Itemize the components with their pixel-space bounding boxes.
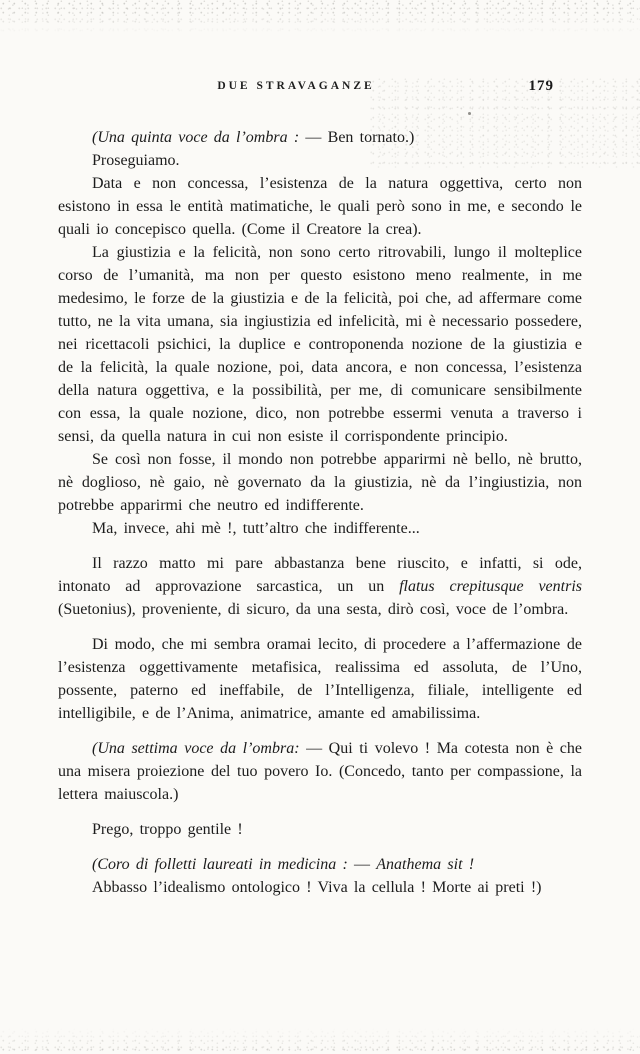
paragraph	[58, 241, 582, 448]
paragraph	[58, 818, 582, 841]
running-head	[58, 80, 582, 98]
paragraph	[58, 517, 582, 540]
italic-text-run: Anathema sit !	[376, 856, 475, 873]
text-run: La giustizia e la felicità, non sono certo ritrovabili, lungo il molteplice corso de l’umanità, ma non per questo esistono meno realmente, in me medesimo, le forze de la giustizia e de la felicità, poi che, ad affermare come tutto, ne la vita umana, sia ingiustizia ed infelicità, mi è necessario possedere, nei ricettacoli psichici, la duplice e controponenda nozione de la giustizia e de la felicità, la quale nozione, poi, data ancora, e non concessa, l’esistenza della natura oggettiva, e la possibilità, per me, di comunicare sensibilmente con essa, la quale nozione, dico, non potrebbe essermi venuta a traverso i sensi, da quella natura in cui non esiste il corrispondente principio.	[58, 244, 582, 445]
paragraph	[58, 876, 582, 899]
paragraph	[58, 149, 582, 172]
scan-noise-top	[0, 0, 640, 34]
text-run: — Ben tornato.)	[305, 129, 415, 146]
text-run: Il razzo matto mi pare abbastanza bene riuscito, e infatti, si ode, intonato ad approvazione sarcastica, un un	[58, 555, 582, 595]
text-column	[58, 126, 582, 899]
paragraph	[58, 448, 582, 517]
paragraph	[58, 737, 582, 806]
paragraph	[58, 126, 582, 149]
paragraph	[58, 853, 582, 876]
text-run: Proseguiamo.	[92, 152, 180, 169]
italic-text-run: flatus crepitusque ventris	[399, 578, 582, 595]
paragraph	[58, 552, 582, 621]
page-number: 179	[528, 78, 554, 94]
text-run: — Qui ti volevo ! Ma cotesta non è che una misera proiezione del tuo povero Io. (Concedo, tanto per compassione, la lettera maiuscola.)	[58, 740, 582, 803]
running-title: DUE STRAVAGANZE	[217, 80, 375, 92]
text-run: Ma, invece, ahi mè !, tutt’altro che indifferente...	[92, 520, 420, 537]
text-run: Di modo, che mi sembra oramai lecito, di procedere a l’affermazione de l’esistenza oggettivamente metafisica, realissima ed assoluta, de l’Uno, possente, paterno ed ineffabile, de l’Intelligenza, filiale, intelligente ed intelligibile, e de l’Anima, animatrice, amante ed amabilissima.	[58, 636, 582, 722]
text-run: —	[354, 856, 377, 873]
italic-text-run: (Una settima voce da l’ombra:	[92, 740, 307, 757]
text-run: Se così non fosse, il mondo non potrebbe apparirmi nè bello, nè brutto, nè doglioso, nè gaio, nè governato da la giustizia, nè da l’ingiustizia, non potrebbe apparirmi che neutro ed indifferente.	[58, 451, 582, 514]
text-run: Prego, troppo gentile !	[92, 821, 243, 838]
scan-noise-bottom	[0, 1028, 640, 1054]
ink-speck	[468, 112, 471, 115]
text-run: Data e non concessa, l’esistenza de la natura oggettiva, certo non esistono in essa le entità matimatiche, le quali però sono in me, e secondo le quali io concepisco quella. (Come il Creatore la crea).	[58, 175, 582, 238]
paragraph	[58, 172, 582, 241]
italic-text-run: (Coro di folletti laureati in medicina :	[92, 856, 355, 873]
text-run: Abbasso l’idealismo ontologico ! Viva la cellula ! Morte ai preti !)	[92, 879, 542, 896]
text-run: (Suetonius), proveniente, di sicuro, da una sesta, dirò così, voce de l’ombra.	[58, 601, 569, 618]
italic-text-run: (Una quinta voce da l’ombra :	[92, 129, 306, 146]
paragraph	[58, 633, 582, 725]
